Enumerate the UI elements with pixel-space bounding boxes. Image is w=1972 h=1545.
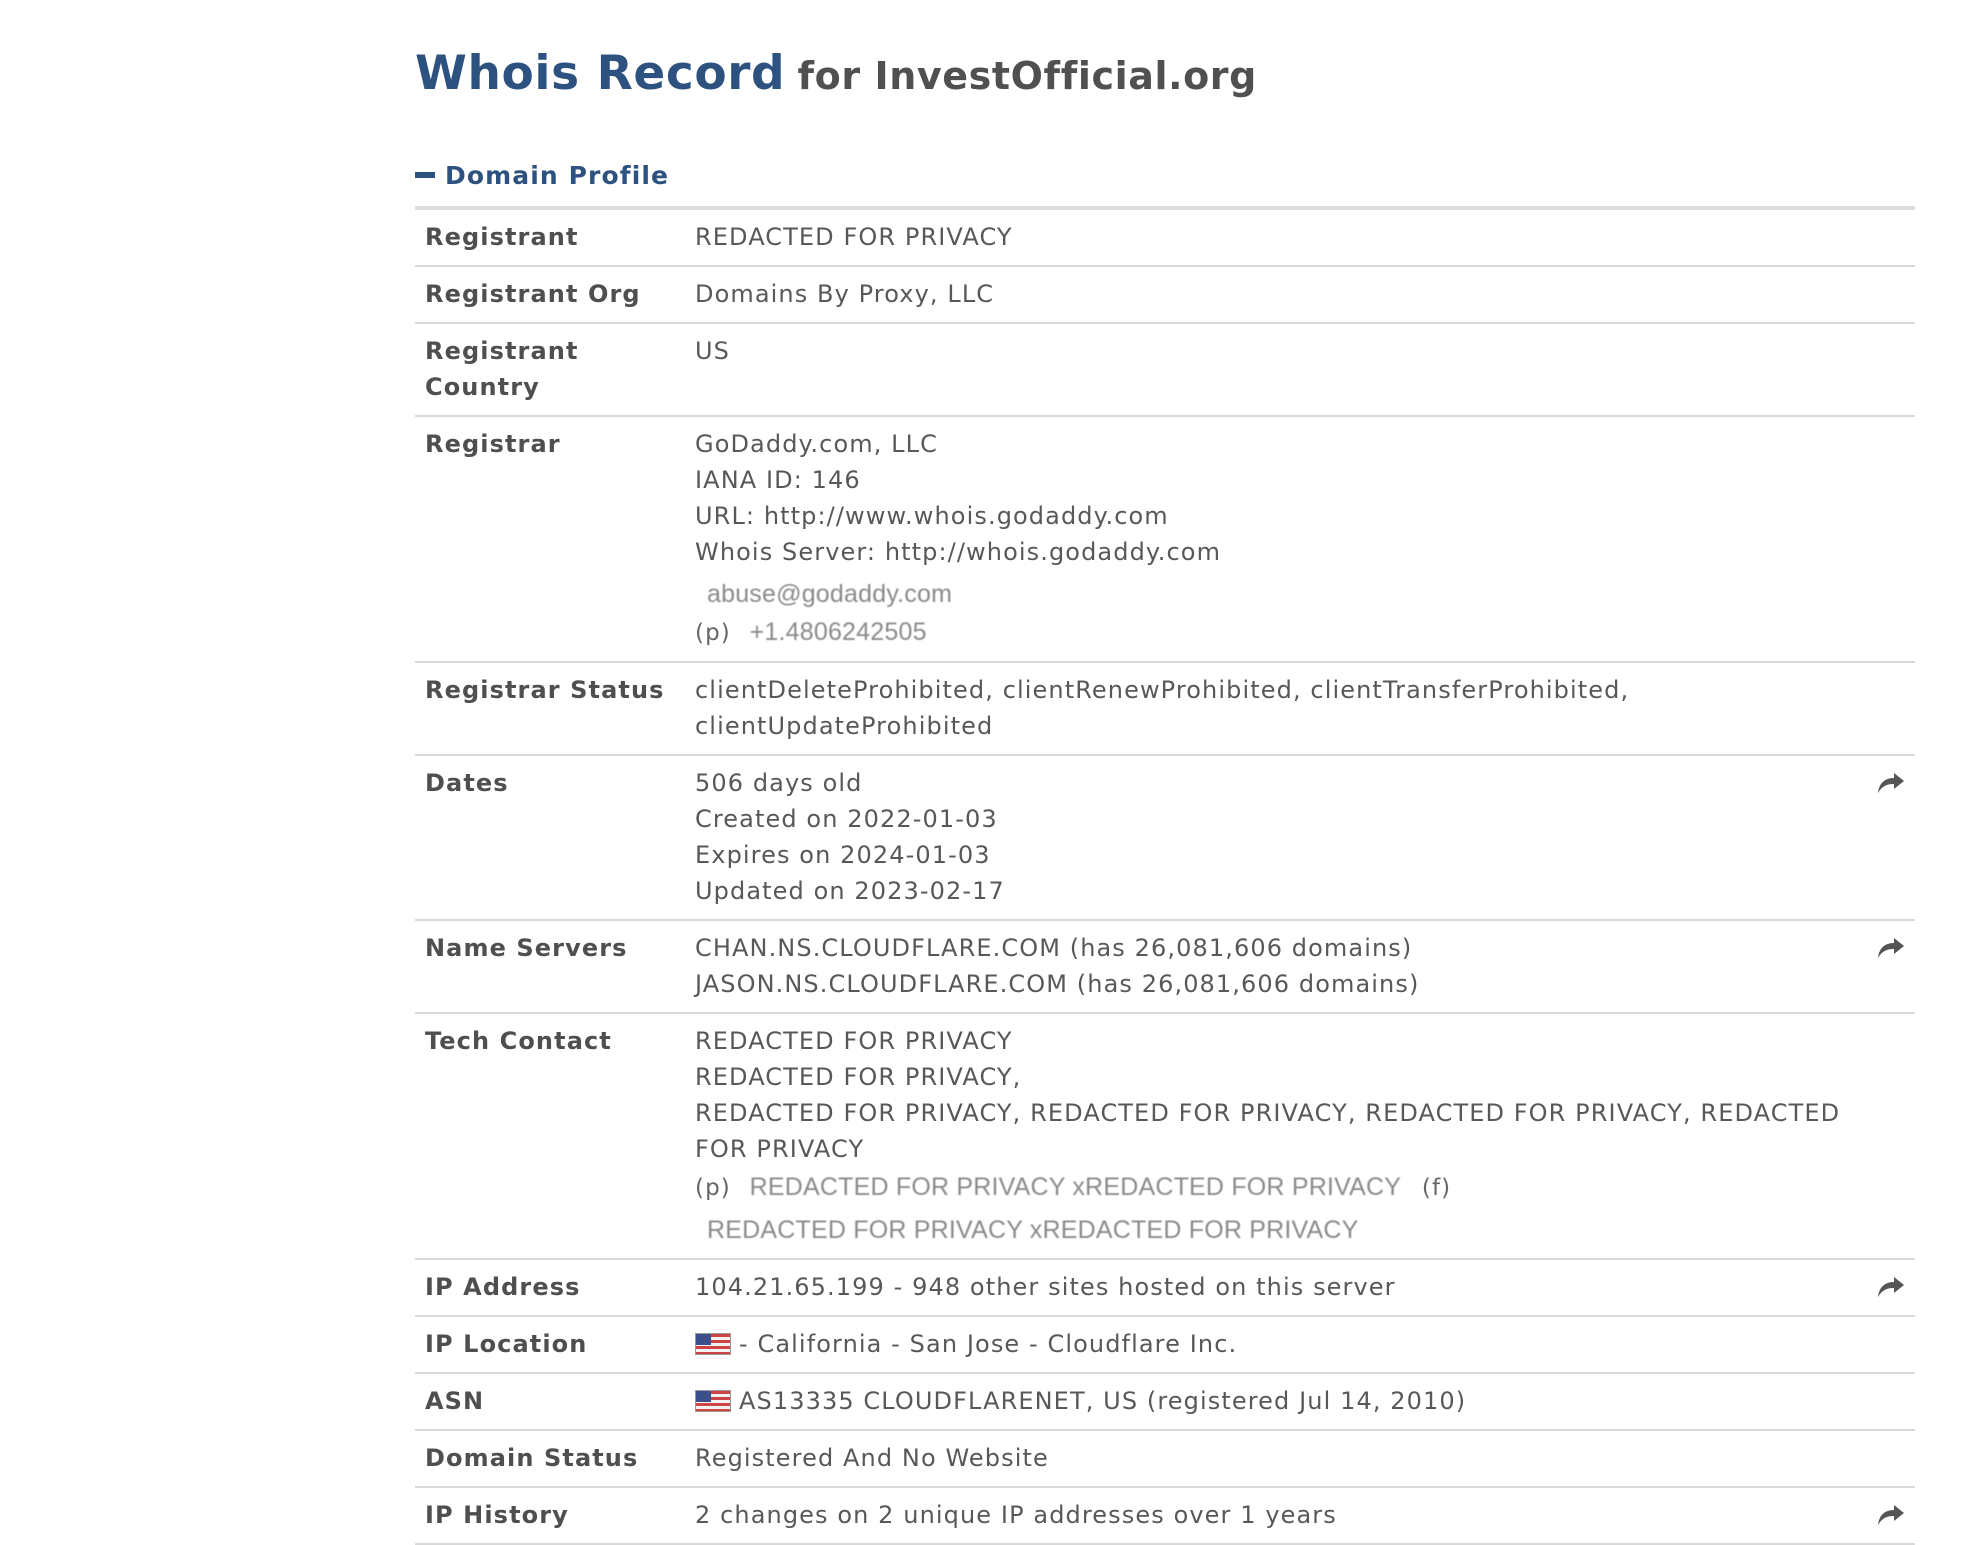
row-registrant [415, 210, 1915, 267]
us-flag-icon [695, 1333, 731, 1355]
row-label: Name Servers [425, 934, 628, 962]
row-registrant-country [415, 324, 1915, 417]
row-value: 2 changes on 2 unique IP addresses over 1 years [695, 1501, 1337, 1529]
dates-values [695, 765, 1915, 909]
page-title-domain: for InvestOfficial.org [797, 54, 1257, 98]
share-arrow-icon[interactable] [1877, 772, 1905, 794]
row-label: IP Address [425, 1273, 581, 1301]
row-dates [415, 756, 1915, 921]
phone-tag: (p) [695, 620, 731, 646]
row-label: Domain Status [425, 1444, 639, 1472]
row-name-servers [415, 921, 1915, 1014]
row-ip-address [415, 1260, 1915, 1317]
us-flag-icon [695, 1390, 731, 1412]
name-server: CHAN.NS.CLOUDFLARE.COM (has 26,081,606 domains) [695, 934, 1413, 962]
registrar-url: URL: http://www.whois.godaddy.com [695, 502, 1169, 530]
page-title [415, 40, 1915, 108]
asn-value [695, 1383, 1915, 1419]
tech-phone-line [695, 1169, 1875, 1206]
status-line: clientDeleteProhibited, clientRenewProhibited, clientTransferProhibited, [695, 676, 1630, 704]
registrar-whois-server: Whois Server: http://whois.godaddy.com [695, 538, 1222, 566]
row-value: 104.21.65.199 - 948 other sites hosted on this server [695, 1273, 1396, 1301]
row-label: Registrant [425, 223, 579, 251]
expires-date: Expires on 2024-01-03 [695, 841, 991, 869]
registrar-iana: IANA ID: 146 [695, 466, 861, 494]
page-title-main: Whois Record [415, 46, 786, 101]
row-tech-contact [415, 1014, 1915, 1260]
row-domain-status [415, 1431, 1915, 1488]
name-servers-values [695, 930, 1915, 1002]
registrar-phone-line [695, 614, 1875, 651]
section-title: Domain Profile [445, 160, 670, 190]
tech-phone: REDACTED FOR PRIVACY xREDACTED FOR PRIVACY [749, 1173, 1402, 1201]
share-arrow-icon[interactable] [1877, 937, 1905, 959]
asn-text: AS13335 CLOUDFLARENET, US (registered Jul 14, 2010) [739, 1387, 1467, 1415]
domain-age: 506 days old [695, 769, 863, 797]
tech-contact-line: FOR PRIVACY [695, 1135, 865, 1163]
whois-record-panel [415, 40, 1915, 1545]
row-asn [415, 1374, 1915, 1431]
row-label: Dates [425, 769, 509, 797]
registrar-details [695, 426, 1915, 651]
row-label: Registrar Status [425, 676, 665, 704]
fax-tag: (f) [1421, 1175, 1452, 1201]
row-ip-history [415, 1488, 1915, 1545]
status-line: clientUpdateProhibited [695, 712, 994, 740]
tech-contact-line: REDACTED FOR PRIVACY, REDACTED FOR PRIVACY, REDACTED FOR PRIVACY, REDACTED [695, 1099, 1841, 1127]
row-value: REDACTED FOR PRIVACY [695, 223, 1013, 251]
row-label: Registrant Country [425, 337, 579, 401]
registrar-phone: +1.4806242505 [749, 618, 927, 646]
tech-contact-values [695, 1023, 1915, 1248]
ip-location-value [695, 1326, 1915, 1362]
row-registrar-status [415, 663, 1915, 756]
created-date: Created on 2022-01-03 [695, 805, 998, 833]
updated-date: Updated on 2023-02-17 [695, 877, 1005, 905]
row-label: Registrar [425, 430, 561, 458]
row-value: US [695, 337, 731, 365]
tech-contact-line: REDACTED FOR PRIVACY, [695, 1063, 1022, 1091]
row-ip-location [415, 1317, 1915, 1374]
share-arrow-icon[interactable] [1877, 1504, 1905, 1526]
minus-icon [415, 172, 435, 178]
row-label: IP History [425, 1501, 569, 1529]
row-label: Registrant Org [425, 280, 641, 308]
row-label: IP Location [425, 1330, 588, 1358]
registrar-name: GoDaddy.com, LLC [695, 430, 938, 458]
ip-location-text: - California - San Jose - Cloudflare Inc. [739, 1330, 1238, 1358]
row-label: Tech Contact [425, 1027, 612, 1055]
row-label: ASN [425, 1387, 485, 1415]
domain-profile-toggle[interactable] [415, 160, 1915, 190]
tech-fax: REDACTED FOR PRIVACY xREDACTED FOR PRIVACY [707, 1216, 1359, 1244]
row-value: Registered And No Website [695, 1444, 1049, 1472]
name-server: JASON.NS.CLOUDFLARE.COM (has 26,081,606 domains) [695, 970, 1420, 998]
registrar-email: abuse@godaddy.com [707, 580, 953, 608]
row-registrar [415, 417, 1915, 663]
row-value: Domains By Proxy, LLC [695, 280, 995, 308]
phone-tag: (p) [695, 1175, 731, 1201]
share-arrow-icon[interactable] [1877, 1276, 1905, 1298]
row-registrant-org [415, 267, 1915, 324]
registrar-status-values [695, 672, 1915, 744]
tech-contact-line: REDACTED FOR PRIVACY [695, 1027, 1013, 1055]
